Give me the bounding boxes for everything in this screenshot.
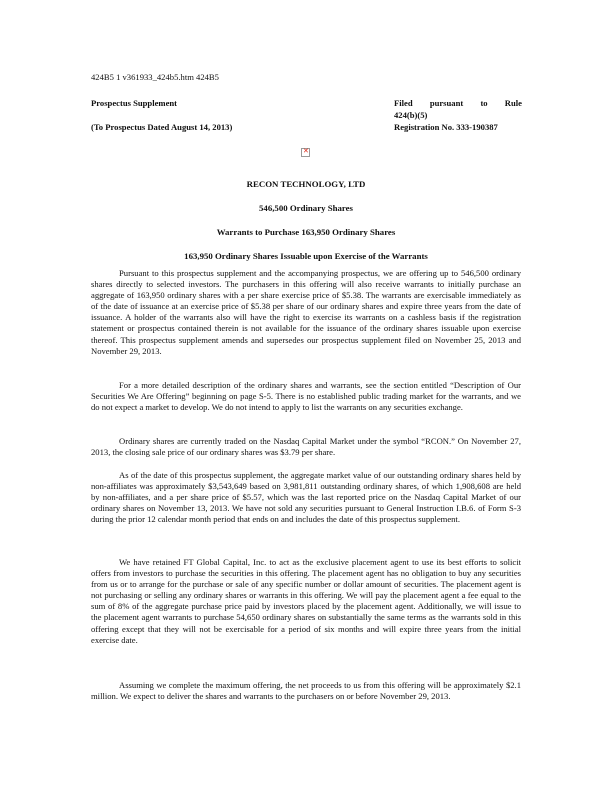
header-filed-pursuant: Filed pursuant to Rule [394, 98, 522, 108]
paragraph-description-reference: For a more detailed description of the ordinary shares and warrants, see the section entitled “Description of Our Securities We Are Offering” beginning on page S-5. There is no established public trading market for the warrants, and we do not expect a market to develop. We do not intend to apply to list the warrants on any securities exchange. [91, 380, 521, 413]
header-prospectus-dated: (To Prospectus Dated August 14, 2013) [91, 122, 233, 132]
header-registration-number: Registration No. 333-190387 [394, 122, 498, 132]
offering-title-shares: 546,500 Ordinary Shares [259, 203, 353, 213]
broken-image-icon [301, 148, 310, 157]
offering-title-warrants: Warrants to Purchase 163,950 Ordinary Shares [216, 227, 396, 237]
paragraph-market-listing: Ordinary shares are currently traded on the Nasdaq Capital Market under the symbol “RCON.” On November 27, 2013, the closing sale price of our ordinary shares was $3.79 per share. [91, 436, 521, 458]
offering-title-issuable-shares: 163,950 Ordinary Shares Issuable upon Exercise of the Warrants [184, 251, 428, 261]
company-name: RECON TECHNOLOGY, LTD [246, 179, 366, 189]
paragraph-market-value: As of the date of this prospectus supplement, the aggregate market value of our outstanding ordinary shares held by non-affiliates was approximately $3,543,649 based on 3,981,811 outstanding ordinary shares, of which 1,908,608 are held by non-affiliates, and a per share price of $5.57, which was the last reported price on the Nasdaq Capital Market of our ordinary shares on November 13, 2013. We have not sold any securities pursuant to General Instruction I.B.6. of Form S-3 during the prior 12 calendar month period that ends on and includes the date of this prospectus supplement. [91, 470, 521, 525]
paragraph-placement-agent: We have retained FT Global Capital, Inc. to act as the exclusive placement agent to use its best efforts to solicit offers from investors to purchase the securities in this offering. The placement agent has no obligation to buy any securities from us or to arrange for the purchase or sale of any specific number or dollar amount of securities. The placement agent is not purchasing or selling any ordinary shares or warrants in this offering. We will pay the placement agent a fee equal to the sum of 8% of the aggregate purchase price paid by investors placed by the placement agent. Additionally, we will issue to the placement agent warrants to purchase 54,650 ordinary shares on substantially the same terms as the warrants sold in this offering except that they will not be exercisable for a period of six months and will expire three years from the initial exercise date. [91, 557, 521, 645]
paragraph-offering-summary: Pursuant to this prospectus supplement and the accompanying prospectus, we are offering up to 546,500 ordinary shares directly to selected investors. The purchasers in this offering will also receive warrants to initially purchase an aggregate of 163,950 ordinary shares with a per share exercise price of $5.38. The warrants are exercisable immediately as of the date of issuance at an exercise price of $5.38 per share of our ordinary shares and expire three years from the date of issuance. A holder of the warrants also will have the right to exercise its warrants on a cashless basis if the registration statement or prospectus contained therein is not available for the issuance of the ordinary shares issuable upon exercise thereof. This prospectus supplement amends and supersedes our prospectus supplement filed on November 25, 2013 and November 29, 2013. [91, 268, 521, 356]
paragraph-net-proceeds: Assuming we complete the maximum offering, the net proceeds to us from this offering will be approximately $2.1 million. We expect to deliver the shares and warrants to the purchasers on or before November 29, 2013. [91, 680, 521, 702]
filename-line: 424B5 1 v361933_424b5.htm 424B5 [91, 72, 219, 82]
header-prospectus-supplement: Prospectus Supplement [91, 98, 178, 108]
header-rule-number: 424(b)(5) [394, 110, 428, 120]
